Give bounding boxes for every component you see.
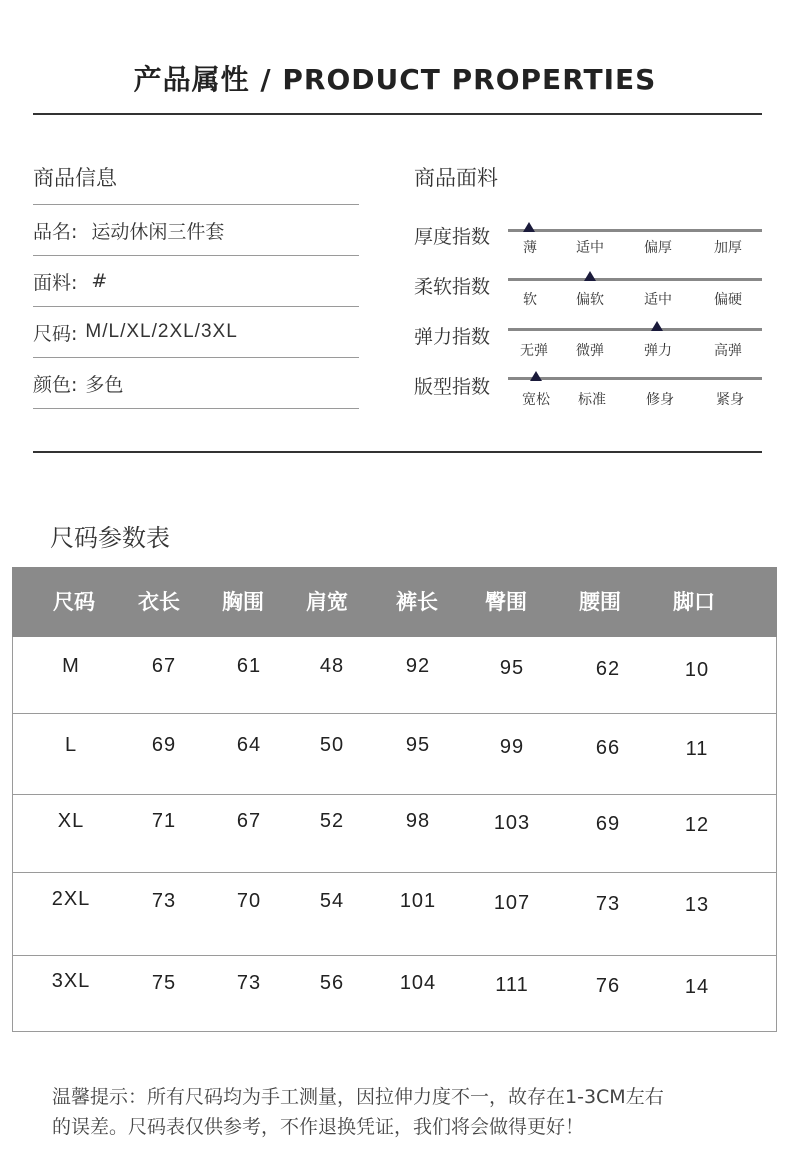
fabric-index-label: 柔软指数 — [414, 276, 491, 298]
fabric-option: 薄 — [523, 240, 537, 256]
table-cell: 70 — [236, 890, 262, 912]
table-cell: M — [62, 655, 80, 677]
table-cell: 67 — [151, 655, 177, 677]
fabric-option: 宽松 — [522, 392, 550, 408]
table-cell: 111 — [495, 974, 529, 996]
table-cell: 14 — [684, 976, 710, 998]
size-note — [52, 1082, 752, 1142]
size-note-line: 温馨提示：所有尺码均为手工测量，因拉伸力度不一，故存在1-3CM左右 — [52, 1086, 664, 1108]
table-cell: 73 — [236, 972, 262, 994]
table-cell: 66 — [595, 737, 621, 759]
table-cell: 13 — [684, 894, 710, 916]
info-row-name — [33, 205, 359, 256]
table-cell: 56 — [319, 972, 345, 994]
fabric-option: 无弹 — [520, 343, 548, 359]
table-cell: 98 — [405, 810, 431, 832]
page-title: 产品属性 / PRODUCT PROPERTIES — [133, 63, 657, 96]
table-cell: 104 — [399, 972, 437, 994]
size-table-header — [12, 567, 777, 637]
table-cell: 73 — [595, 893, 621, 915]
fabric-option: 弹力 — [644, 343, 672, 359]
fabric-index-label: 版型指数 — [414, 376, 491, 398]
info-label: 面料: — [33, 271, 78, 294]
table-row — [13, 714, 776, 795]
info-row-size — [33, 307, 359, 358]
table-header-cell: 胸围 — [222, 590, 264, 614]
table-cell: 76 — [595, 975, 621, 997]
table-header-cell: 尺码 — [53, 590, 95, 614]
table-cell: XL — [57, 810, 85, 832]
fabric-index-marker — [584, 271, 596, 281]
table-cell: 99 — [499, 736, 525, 758]
table-header-cell: 脚口 — [673, 590, 715, 614]
fabric-option: 适中 — [644, 292, 672, 308]
size-table-body — [12, 637, 777, 1032]
info-value: 运动休闲三件套 — [91, 220, 225, 243]
info-row-color — [33, 358, 359, 409]
table-header-cell: 臀围 — [485, 590, 527, 614]
fabric-option: 修身 — [646, 392, 674, 408]
table-cell: 69 — [595, 813, 621, 835]
table-cell: 50 — [319, 734, 345, 756]
table-cell: 69 — [151, 734, 177, 756]
fabric-option: 高弹 — [714, 343, 742, 359]
fabric-index-marker — [651, 321, 663, 331]
table-cell: 71 — [151, 810, 177, 832]
table-cell: 11 — [685, 738, 709, 760]
fabric-index-track — [508, 278, 762, 281]
info-row-fabric — [33, 256, 359, 307]
table-cell: 75 — [151, 972, 177, 994]
info-label: 颜色: — [33, 373, 78, 396]
info-value: # — [91, 270, 108, 292]
fabric-option: 标准 — [578, 392, 606, 408]
fabric-index-track — [508, 229, 762, 232]
table-header-cell: 衣长 — [138, 590, 180, 614]
table-cell: 52 — [319, 810, 345, 832]
table-cell: 48 — [319, 655, 345, 677]
table-cell: 92 — [405, 655, 431, 677]
fabric-option: 软 — [523, 292, 537, 308]
info-value: M/L/XL/2XL/3XL — [85, 321, 238, 342]
table-row — [13, 956, 776, 1032]
table-cell: 73 — [151, 890, 177, 912]
fabric-option: 偏厚 — [644, 240, 672, 256]
table-header-cell: 裤长 — [396, 590, 438, 614]
table-cell: 54 — [319, 890, 345, 912]
fabric-option: 加厚 — [714, 240, 742, 256]
fabric-index-label: 厚度指数 — [414, 226, 491, 248]
product-info-heading: 商品信息 — [33, 166, 117, 190]
table-cell: 12 — [684, 814, 710, 836]
table-header-cell: 腰围 — [579, 590, 621, 614]
table-cell: 101 — [399, 890, 437, 912]
fabric-heading: 商品面料 — [414, 166, 498, 190]
table-cell: 67 — [236, 810, 262, 832]
table-cell: 95 — [499, 657, 525, 679]
table-row — [13, 795, 776, 873]
table-cell: 103 — [493, 812, 531, 834]
table-cell: 2XL — [51, 888, 91, 910]
fabric-index-marker — [530, 371, 542, 381]
size-note-line: 的误差。尺码表仅供参考，不作退换凭证，我们将会做得更好！ — [52, 1116, 585, 1138]
size-table-title: 尺码参数表 — [50, 524, 170, 552]
table-cell: 3XL — [51, 970, 91, 992]
fabric-option: 偏硬 — [714, 292, 742, 308]
top-divider — [33, 113, 762, 115]
info-value: 多色 — [85, 373, 124, 396]
fabric-option: 紧身 — [716, 392, 744, 408]
fabric-option: 微弹 — [576, 343, 604, 359]
table-cell: 95 — [405, 734, 431, 756]
table-row — [13, 637, 776, 714]
info-label: 品名: — [33, 220, 78, 243]
fabric-index-track — [508, 377, 762, 380]
table-cell: 64 — [236, 734, 262, 756]
fabric-index-marker — [523, 222, 535, 232]
info-label: 尺码: — [33, 322, 78, 345]
table-row — [13, 873, 776, 956]
table-cell: 10 — [684, 659, 710, 681]
fabric-index-track — [508, 328, 762, 331]
table-cell: 62 — [595, 658, 621, 680]
table-cell: 107 — [493, 892, 531, 914]
table-header-cell: 肩宽 — [306, 590, 348, 614]
fabric-index-label: 弹力指数 — [414, 326, 491, 348]
table-cell: L — [64, 734, 78, 756]
table-cell: 61 — [236, 655, 262, 677]
middle-divider — [33, 451, 762, 453]
fabric-option: 适中 — [576, 240, 604, 256]
fabric-option: 偏软 — [576, 292, 604, 308]
